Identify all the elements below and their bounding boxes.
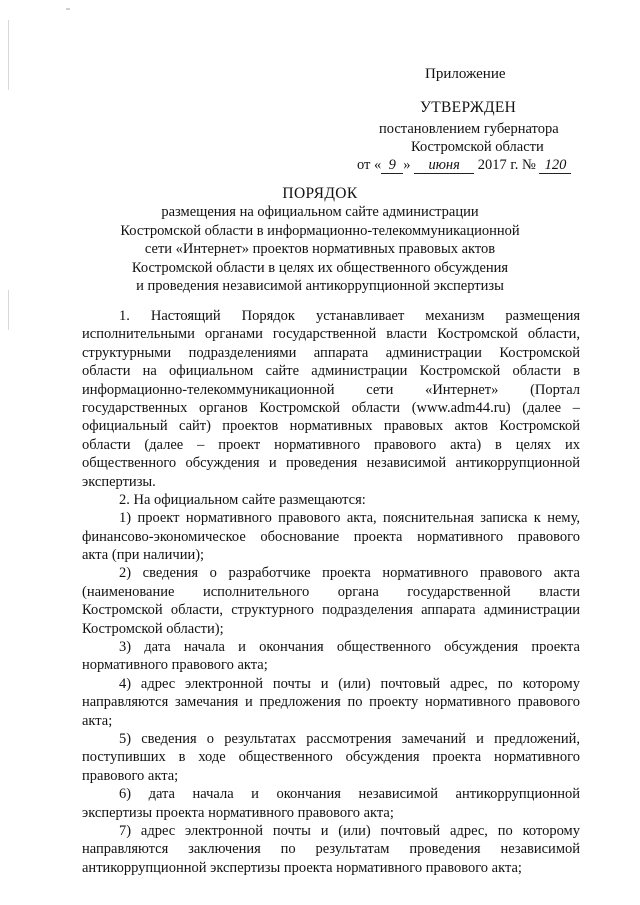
paragraph-line: 2. На официальном сайте размещаются: — [119, 491, 366, 508]
list-item-line: акта (при наличии); — [82, 547, 205, 564]
list-item-line: антикоррупционной экспертизы проекта нормативного правового акта; — [82, 859, 522, 876]
list-item-line: 6) дата начала и окончания независимой антикоррупционной — [119, 786, 580, 803]
approved-label: УТВЕРЖДЕН — [420, 99, 517, 116]
approved-by-line-2: Костромской области — [411, 139, 544, 155]
list-item-line: (наименование исполнительного органа государственной власти — [82, 583, 580, 600]
paragraph-line: информационно-телекоммуникационной сети «Интернет» (Портал — [82, 381, 580, 398]
document-body — [82, 307, 580, 877]
list-item-line: 2) сведения о разработчике проекта нормативного правового акта — [119, 565, 580, 582]
subtitle-line: и проведения независимой антикоррупционной экспертизы — [136, 278, 504, 295]
date-mid: » — [403, 157, 411, 173]
list-item-line: 7) адрес электронной почты и (или) почтовый адрес, по которому — [119, 822, 580, 839]
document-subtitle — [100, 203, 540, 296]
date-day: 9 — [381, 158, 403, 174]
list-item-line: 3) дата начала и окончания общественного обсуждения проекта — [119, 639, 580, 656]
paragraph-line: официальный сайт) проектов нормативных правовых актов Костромской — [82, 418, 580, 435]
subtitle-line: сети «Интернет» проектов нормативных правовых актов — [144, 241, 496, 258]
paragraph-line: исполнительными органами государственной власти Костромской области, — [82, 326, 580, 343]
list-item-line: экспертизы проекта нормативного правового акта; — [82, 804, 394, 821]
list-item-line: Костромской области); — [82, 620, 224, 637]
date-year-number: 2017 г. № — [477, 157, 536, 173]
scan-dot — [66, 8, 70, 10]
document-title: ПОРЯДОК — [282, 185, 358, 202]
list-item-line: направляются заключения по результатам проведения независимой — [82, 841, 580, 858]
paragraph-line: области на официальном сайте администрации Костромской области в — [82, 363, 580, 380]
paragraph-line: 1. Настоящий Порядок устанавливает механизм размещения — [119, 308, 580, 324]
paragraph-line: области (далее – проект нормативного правового акта) в целях их — [82, 436, 580, 453]
date-prefix: от « — [357, 157, 382, 173]
approval-date-line — [357, 157, 571, 174]
list-item-line: финансово-экономическое обоснование проекта нормативного правового — [82, 528, 580, 545]
approved-by-line-1: постановлением губернатора — [379, 121, 559, 137]
paragraph-line: структурными подразделениями аппарата администрации Костромской — [82, 344, 580, 361]
paragraph-line: общественного обсуждения и проведения независимой антикоррупционной — [82, 455, 580, 472]
list-item-line: 4) адрес электронной почты и (или) почтовый адрес, по которому — [119, 675, 580, 692]
paragraph-line: экспертизы. — [82, 473, 156, 490]
list-item-line: направляются замечания и предложения по проекту нормативного правового — [82, 694, 580, 711]
appendix-label: Приложение — [425, 66, 506, 82]
subtitle-line: размещения на официальном сайте администрации — [161, 204, 479, 220]
date-month: июня — [414, 158, 474, 174]
decree-number: 120 — [539, 158, 571, 174]
list-item-line: 5) сведения о результатах рассмотрения замечаний и предложений, — [119, 730, 580, 747]
scan-edge-mark — [8, 290, 9, 330]
list-item-line: Костромской области, структурного подразделения аппарата администрации — [82, 602, 580, 619]
list-item-line: акта; — [82, 712, 113, 729]
subtitle-line: Костромской области в целях их общественного обсуждения — [131, 259, 509, 276]
scan-edge-mark — [8, 20, 9, 90]
list-item-line: нормативного правового акта; — [82, 657, 268, 674]
paragraph-line: государственных органов Костромской области (www.adm44.ru) (далее – — [82, 399, 580, 416]
subtitle-line: Костромской области в информационно-телекоммуникационной — [120, 222, 520, 239]
list-item-line: 1) проект нормативного правового акта, пояснительная записка к нему, — [119, 510, 580, 527]
list-item-line: поступивших в ходе общественного обсуждения проекта нормативного — [82, 749, 580, 766]
list-item-line: правового акта; — [82, 767, 179, 784]
